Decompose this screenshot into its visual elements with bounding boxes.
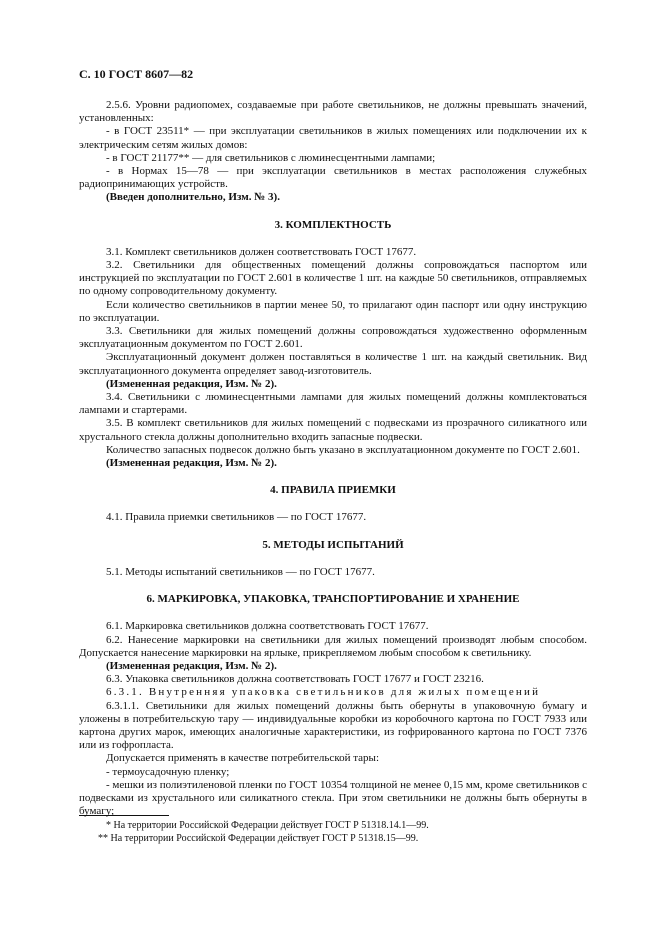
paragraph: - мешки из полиэтиленовой пленки по ГОСТ 10354 толщиной не менее 0,15 мм, кроме светильников с подвесками из хрустального или силикатного стекла. При этом светильники не должны быть обернуты в бумагу; — [79, 778, 587, 818]
paragraph: 6.1. Маркировка светильников должна соответствовать ГОСТ 17677. — [106, 620, 429, 633]
paragraph: - термоусадочную пленку; — [106, 765, 230, 778]
footnote-1: * На территории Российской Федерации действует ГОСТ Р 51318.14.1—99. — [106, 820, 429, 831]
amendment-note: (Измененная редакция, Изм. № 2). — [106, 377, 277, 390]
paragraph: Эксплуатационный документ должен поставляться в количестве 1 шт. на каждый светильник. Вид эксплуатационного документа определяет завод-изготовитель. — [79, 351, 587, 377]
page-header: С. 10 ГОСТ 8607—82 — [79, 67, 194, 81]
subsection-title: 6.3.1. Внутренняя упаковка светильников для жилых помещений — [106, 686, 541, 699]
paragraph: Количество запасных подвесок должно быть указано в эксплуатационном документе по ГОСТ 2.601. — [106, 443, 580, 456]
section-heading: 6. МАРКИРОВКА, УПАКОВКА, ТРАНСПОРТИРОВАНИЕ И ХРАНЕНИЕ — [146, 593, 520, 606]
document-body — [79, 99, 587, 818]
paragraph: Если количество светильников в партии менее 50, то прилагают один паспорт или одну инструкцию по эксплуатации. — [79, 298, 587, 324]
footnote-2: ** На территории Российской Федерации действует ГОСТ Р 51318.15—99. — [98, 833, 419, 844]
paragraph: 2.5.6. Уровни радиопомех, создаваемые при работе светильников, не должны превышать значений, установленных: — [79, 99, 587, 125]
footnotes — [79, 815, 587, 845]
paragraph: 3.1. Комплект светильников должен соответствовать ГОСТ 17677. — [106, 245, 417, 258]
paragraph: 6.2. Нанесение маркировки на светильники для жилых помещений производят любым способом. Допускается нанесение маркировки на ярлыке, прикрепляемом любым способом к светильнику. — [79, 633, 587, 659]
paragraph: 3.5. В комплект светильников для жилых помещений с подвесками из прозрачного силикатного или хрустального стекла должны дополнительно входить запасные подвески. — [79, 417, 587, 443]
paragraph: - в Нормах 15—78 — при эксплуатации светильников в местах расположения служебных радиопринимающих устройств. — [79, 165, 587, 191]
paragraph: - в ГОСТ 23511* — при эксплуатации светильников в жилых помещениях или подключении их к электрическим сетям жилых домов: — [79, 125, 587, 151]
amendment-note: (Введен дополнительно, Изм. № 3). — [106, 191, 280, 204]
section-heading: 5. МЕТОДЫ ИСПЫТАНИЙ — [262, 538, 404, 551]
paragraph: Допускается применять в качестве потребительской тары: — [106, 752, 380, 765]
paragraph: 3.3. Светильники для жилых помещений должны сопровождаться художественно оформленным эксплуатационным документом по ГОСТ 2.601. — [79, 325, 587, 351]
paragraph: - в ГОСТ 21177** — для светильников с люминесцентными лампами; — [106, 151, 436, 164]
paragraph: 4.1. Правила приемки светильников — по ГОСТ 17677. — [106, 511, 367, 524]
paragraph: 6.3.1.1. Светильники для жилых помещений должны быть обернуты в упаковочную бумагу и уложены в потребительскую тару — индивидуальные коробки из коробочного картона по ГОСТ 7933 или картона других марок, имеющих аналогичные характеристики, из гофрированного картона по ГОСТ 7376 или из гофропласта. — [79, 699, 587, 752]
section-heading: 3. КОМПЛЕКТНОСТЬ — [274, 218, 392, 231]
paragraph: 3.2. Светильники для общественных помещений должны сопровождаться паспортом или инструкцией по эксплуатации по ГОСТ 2.601 в количестве 1 шт. на каждые 50 светильников, отправляемых по одному сопроводительному документу. — [79, 259, 587, 298]
section-heading: 4. ПРАВИЛА ПРИЕМКИ — [270, 484, 396, 497]
paragraph: 6.3. Упаковка светильников должна соответствовать ГОСТ 17677 и ГОСТ 23216. — [106, 673, 484, 686]
amendment-note: (Измененная редакция, Изм. № 2). — [106, 659, 277, 672]
paragraph: 5.1. Методы испытаний светильников — по ГОСТ 17677. — [106, 565, 375, 578]
paragraph: 3.4. Светильники с люминесцентными лампами для жилых помещений должны комплектоваться лампами и стартерами. — [79, 391, 587, 417]
amendment-note: (Измененная редакция, Изм. № 2). — [106, 457, 277, 470]
footnote-rule — [79, 815, 169, 816]
